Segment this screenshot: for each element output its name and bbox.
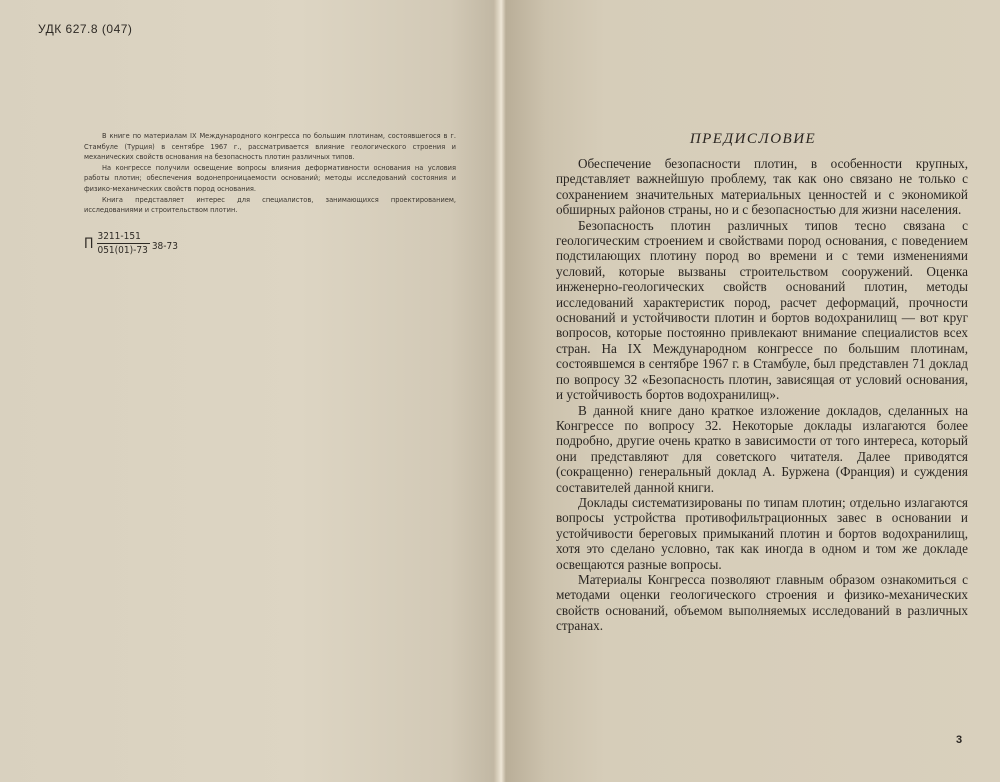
preface-text — [556, 156, 968, 634]
preface-paragraph: В данной книге дано краткое изложение докладов, сделанных на Конгрессе по вопросу 32. Некоторые доклады излагаются более подробно, другие очень кратко в зависимости от того интереса, который они представляют для советского читателя. Далее приводятся (сокращенно) генеральный доклад А. Буржена (Франция) и суждения составителей данной книги. — [556, 402, 968, 495]
preface-paragraph: Обеспечение безопасности плотин, в особенности крупных, представляет важнейшую проблему, так как оно связано не только с сохранением значительных материальных ценностей и с экономикой обширных районов страны, но и с безопасностью для жизни населения. — [556, 156, 968, 218]
book-annotation — [84, 131, 456, 216]
page-title: ПРЕДИСЛОВИЕ — [689, 131, 817, 147]
annotation-paragraph: На конгрессе получили освещение вопросы влияния деформативности основания на условия работы плотин; обеспечения водонепроницаемости оснований; методы исследований состояния и физико-механических свойств пород основания. — [84, 162, 456, 193]
preface-paragraph: Доклады систематизированы по типам плотин; отдельно излагаются вопросы устройства противофильтрационных завес в основании и устойчивости береговых примыканий плотин и бортов водохранилищ, хотя это сделано условно, так как иногда в одном и том же докладе освещаются разные вопросы. — [556, 494, 968, 572]
index-tail: 38-73 — [151, 241, 178, 252]
index-letter: П — [84, 235, 94, 252]
index-fraction — [97, 230, 149, 257]
page-number: 3 — [956, 734, 963, 746]
udk-code: УДК 627.8 (047) — [38, 22, 133, 36]
right-page — [506, 0, 1000, 782]
preface-paragraph: Материалы Конгресса позволяют главным образом ознакомиться с методами оценки геологического строения и физико-механических свойств оснований, объемом выполняемых исследований в различных странах. — [556, 571, 968, 634]
index-denominator: 051(01)-73 — [97, 245, 148, 256]
annotation-paragraph: Книга представляет интерес для специалистов, занимающихся проектированием, исследованиями и строительством плотин. — [84, 194, 456, 215]
annotation-paragraph: В книге по материалам IX Международного конгресса по большим плотинам, состоявшегося в г. Стамбуле (Турция) в сентябре 1967 г., рассматривается влияние геологического строения и механических свойств основания на безопасность плотин различных типов. — [84, 131, 456, 162]
preface-paragraph: Безопасность плотин различных типов тесно связана с геологическим строением и свойствами пород основания, с поведением подстилающих плотину пород во времени и с теми изменениями условий, которые вызваны строительством сооружений. Оценка инженерно-геологических свойств оснований плотин, методы исследований характеристик пород, расчет деформаций, прочности оснований и устойчивости плотин и бортов водохранилищ — вот круг вопросов, которые постоянно привлекают внимание специалистов всех стран. На IX Международном конгрессе по большим плотинам, состоявшемся в сентябре 1967 г. в Стамбуле, был представлен 71 доклад по вопросу 32 «Безопасность плотин, зависящая от условий основания, и устойчивость бортов водохранилищ». — [556, 217, 968, 403]
publication-index-code — [84, 230, 178, 257]
index-numerator: 3211-151 — [97, 230, 149, 244]
